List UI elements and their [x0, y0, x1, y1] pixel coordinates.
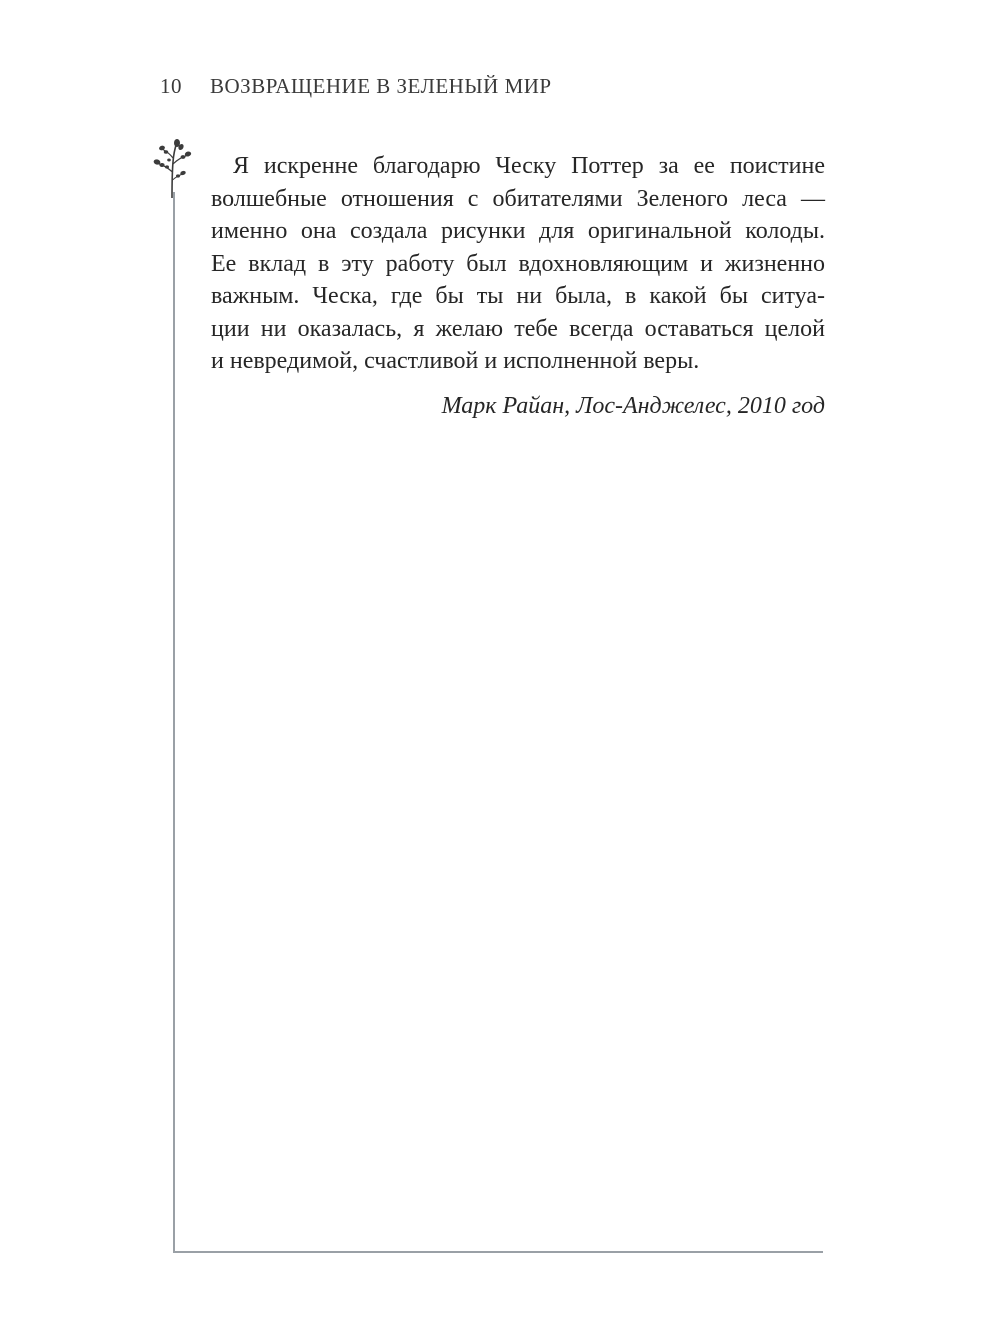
paragraph-line: и невредимой, счастливой и исполненной веры.: [211, 348, 700, 374]
running-title: ВОЗВРАЩЕНИЕ В ЗЕЛЕНЫЙ МИР: [210, 74, 552, 98]
page-header: [160, 74, 552, 104]
paragraph-line: Ее вклад в эту работу был вдохновляющим и жизненно: [211, 250, 825, 277]
paragraph-line: волшебные отношения с обитателями Зеленого леса —: [211, 185, 825, 212]
vertical-rule: [173, 192, 175, 1252]
bottom-rule: [173, 1251, 823, 1253]
paragraph-line: Я искренне благодарю Ческу Поттер за ее поистине: [233, 153, 825, 179]
signature: Марк Райан, Лос-Анджелес, 2010 год: [441, 393, 825, 419]
paragraph-line: важным. Ческа, где бы ты ни была, в какой бы ситуа-: [211, 283, 825, 309]
leafy-sprig-icon: [148, 138, 194, 200]
page-number: 10: [160, 74, 182, 98]
paragraph-line: ции ни оказалась, я желаю тебе всегда оставаться целой: [211, 315, 825, 342]
acknowledgement-paragraph: [211, 150, 825, 378]
paragraph-line: именно она создала рисунки для оригинальной колоды.: [211, 218, 825, 244]
